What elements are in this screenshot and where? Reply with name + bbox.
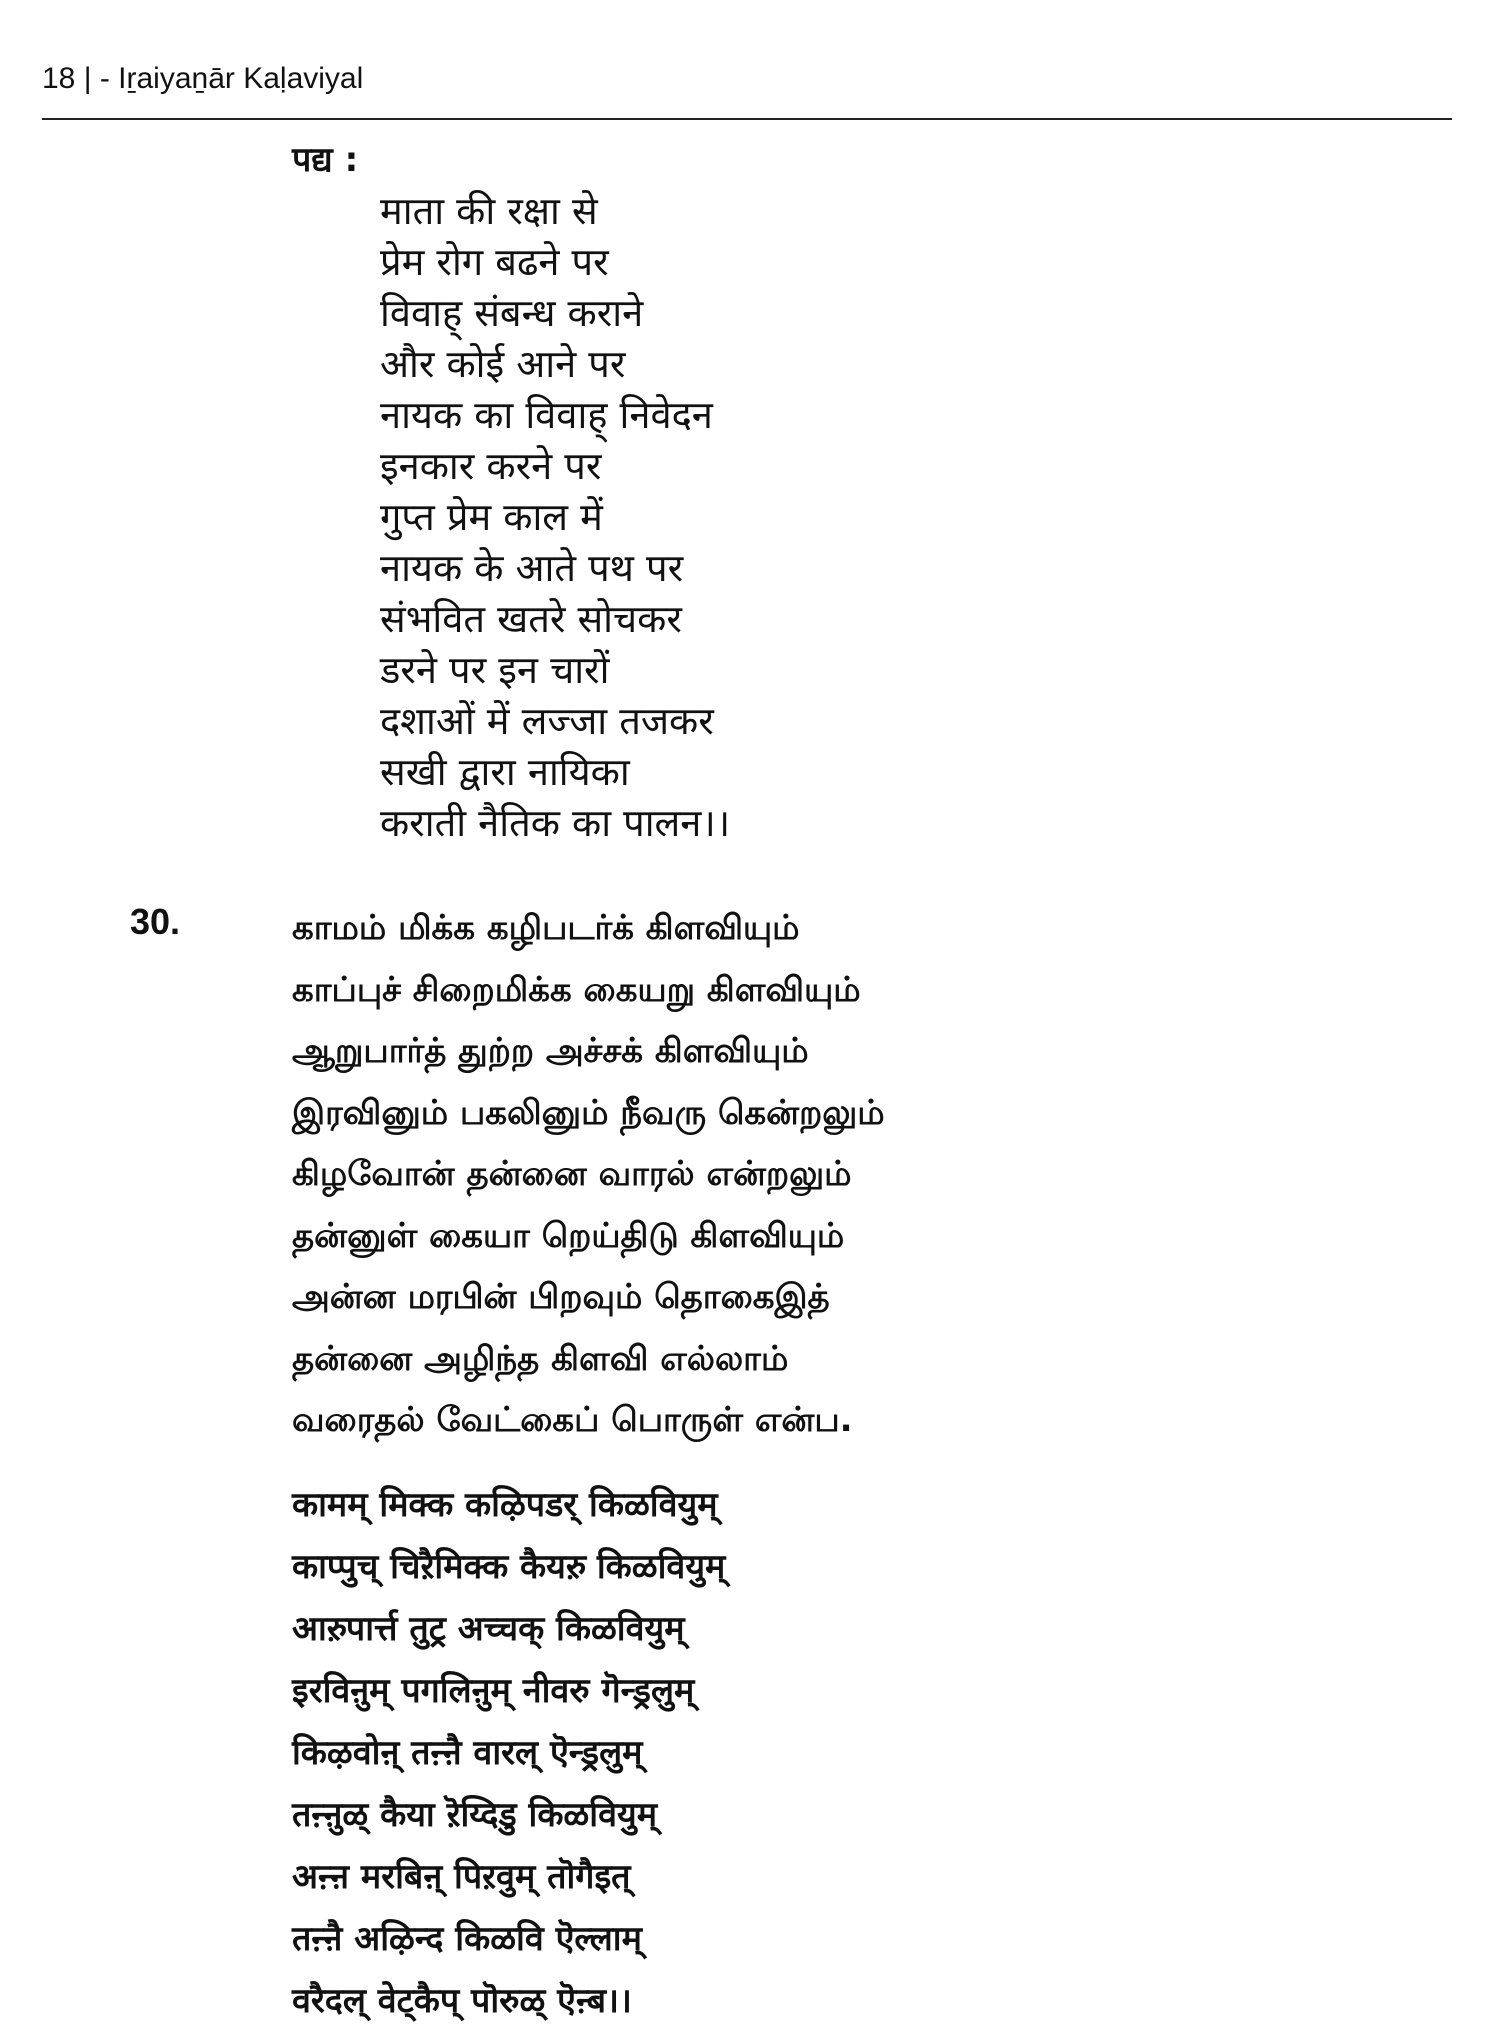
transliteration-line: तऩ्ऩुळ् कैया ऱॆय्दिडु किळवियुम् — [292, 1795, 658, 1835]
hindi-verse-line: डरने पर इन चारों — [380, 648, 610, 692]
transliteration-line: काप्पुच् चिऱैमिक्क कैयऱु किळवियुम् — [292, 1547, 726, 1587]
padya-label: पद्य : — [292, 140, 359, 180]
transliteration-verse — [292, 1474, 725, 2032]
transliteration-line: आऱुपार्त्त तुट्र अच्चक् किळवियुम् — [292, 1609, 685, 1649]
transliteration-line: वरैदल् वेट्कैप् पॊरुळ् ऎऩ्ब।। — [292, 1981, 632, 2021]
transliteration-line: इरविऩुम् पगलिऩुम् नीवरु गॆन्ड्रलुम् — [292, 1671, 695, 1711]
hindi-verse-line: नायक के आते पथ पर — [380, 546, 684, 590]
tamil-verse-line: அன்ன மரபின் பிறவும் தொகைஇத் — [292, 1277, 830, 1317]
hindi-verse-line: सखी द्वारा नायिका — [380, 750, 630, 794]
tamil-verse-line: காமம் மிக்க கழிபடர்க் கிளவியும் — [292, 908, 800, 948]
header-rule — [42, 118, 1452, 120]
tamil-verse-line: கிழவோன் தன்னை வாரல் என்றலும் — [292, 1154, 852, 1194]
sutra-number: 30. — [130, 901, 181, 942]
hindi-verse-line: और कोई आने पर — [380, 342, 626, 386]
tamil-verse-line: ஆறுபார்த் துற்ற அச்சக் கிளவியும் — [292, 1031, 809, 1071]
transliteration-line: किऴवोऩ् तऩ्ऩै वारल् ऎन्ड्रलुम् — [292, 1733, 643, 1773]
hindi-verse-line: संभवित खतरे सोचकर — [380, 597, 682, 641]
hindi-verse — [380, 186, 730, 849]
hindi-verse-line: गुप्त प्रेम काल में — [380, 495, 603, 539]
transliteration-line: कामम् मिक्क कऴिपडर् किळवियुम् — [292, 1485, 718, 1525]
tamil-verse-line: இரவினும் பகலினும் நீவரு கென்றலும் — [292, 1092, 885, 1133]
transliteration-line: तऩ्ऩै अऴिन्द किळवि ऎल्लाम् — [292, 1919, 642, 1959]
hindi-verse-line: प्रेम रोग बढने पर — [380, 240, 609, 284]
hindi-verse-line: दशाओं में लज्जा तजकर — [380, 699, 714, 743]
tamil-verse-line: காப்புச் சிறைமிக்க கையறு கிளவியும் — [292, 969, 861, 1010]
tamil-verse — [292, 898, 885, 1452]
tamil-verse-line: தன்னை அழிந்த கிளவி எல்லாம் — [292, 1338, 789, 1379]
hindi-verse-line: कराती नैतिक का पालन।। — [380, 801, 731, 845]
hindi-verse-line: इनकार करने पर — [380, 444, 602, 488]
running-head: 18 | - Iṟaiyaṉār Kaḷaviyal — [42, 62, 364, 95]
hindi-verse-line: विवाह् संबन्ध कराने — [380, 291, 644, 335]
tamil-verse-line: வரைதல் வேட்கைப் பொருள் என்ப. — [292, 1400, 853, 1440]
hindi-verse-line: नायक का विवाह् निवेदन — [380, 393, 713, 437]
tamil-verse-line: தன்னுள் கையா றெய்திடு கிளவியும் — [292, 1215, 845, 1256]
transliteration-line: अऩ्ऩ मरबिऩ् पिऱवुम् तॊगैइत् — [292, 1857, 631, 1897]
hindi-verse-line: माता की रक्षा से — [380, 189, 598, 233]
